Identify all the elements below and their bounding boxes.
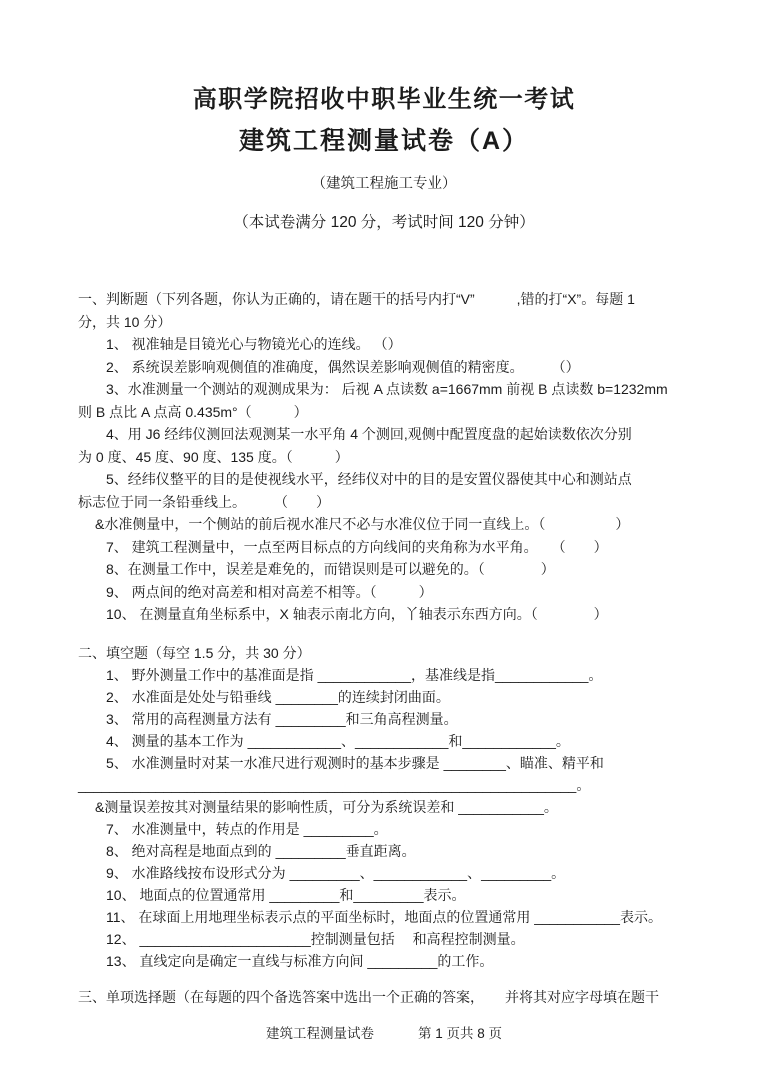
judgment-item-8: 8、在测量工作中，误差是难免的，而错误则是可以避免的。（ ） bbox=[106, 561, 555, 577]
judgment-section bbox=[78, 288, 690, 626]
fill-item-7: 7、 水准测量中，转点的作用是 _________。 bbox=[106, 820, 388, 837]
fill-item-5-line1: 5、 水准测量时对某一水准尺进行观测时的基本步骤是 ________、瞄准、精平和 bbox=[106, 754, 604, 771]
judgment-heading-line2: 分，共 10 分） bbox=[78, 313, 172, 330]
judgment-item-5-line1: 5、经纬仪整平的目的是使视线水平，经纬仪对中的目的是安置仪器使其中心和测站点 bbox=[106, 471, 632, 487]
fill-item-9: 9、 水准路线按布设形式分为 _________、____________、_________。 bbox=[106, 864, 566, 881]
judgment-item-6: &水准侧量中，一个侧站的前后视水准尺不必与水准仪位于同一直线上。（ ） bbox=[95, 516, 630, 532]
fill-item-8: 8、 绝对高程是地面点到的 _________垂直距离。 bbox=[106, 842, 416, 859]
choice-heading: 三、单项选择题（在每题的四个备选答案中选出一个正确的答案， 并将其对应字母填在题干 bbox=[78, 988, 659, 1005]
fill-item-6: &测量误差按其对测量结果的影响性质，可分为系统误差和 ___________。 bbox=[95, 798, 558, 815]
major-subtitle: （建筑工程施工专业） bbox=[311, 176, 457, 192]
judgment-item-9: 9、 两点间的绝对高差和相对高差不相等。（ ） bbox=[106, 583, 433, 600]
fill-in-blank-section bbox=[78, 642, 690, 972]
paper-title: 建筑工程测量试卷（A） bbox=[238, 127, 530, 155]
fill-item-3: 3、 常用的高程测量方法有 _________和三角高程测量。 bbox=[106, 710, 458, 727]
judgment-item-2: 2、 系统误差影响观侧值的准确度，偶然误差影响观侧值的精密度。 （） bbox=[106, 358, 580, 375]
fill-item-13: 13、 直线定向是确定一直线与标准方向间 _________的工作。 bbox=[106, 952, 494, 969]
fill-item-1: 1、 野外测量工作中的基准面是指 ____________，基准线是指____________。 bbox=[106, 666, 603, 683]
fill-item-11: 11、 在球面上用地理坐标表示点的平面坐标时，地面点的位置通常用 ___________表示。 bbox=[106, 908, 662, 925]
fill-heading: 二、填空题（每空 1.5 分，共 30 分） bbox=[78, 644, 311, 661]
fill-item-4: 4、 测量的基本工作为 ____________、____________和____________。 bbox=[106, 732, 570, 749]
fill-item-10: 10、 地面点的位置通常用 _________和_________表示。 bbox=[106, 886, 466, 903]
exam-title: 高职学院招收中职毕业生统一考试 bbox=[192, 86, 576, 113]
paper-header bbox=[78, 84, 690, 234]
judgment-item-4-line2: 为 0 度、45 度、90 度、135 度。（ ） bbox=[78, 448, 349, 465]
judgment-item-1: 1、 视准轴是目镜光心与物镜光心的连线。 （） bbox=[106, 336, 402, 352]
judgment-item-10: 10、 在测量直角坐标系中，X 轴表示南北方向，丫轴表示东西方向。（ ） bbox=[106, 606, 608, 622]
judgment-item-4-line1: 4、用 J6 经纬仪测回法观测某一水平角 4 个测回,观侧中配置度盘的起始读数依次分别 bbox=[106, 426, 632, 442]
judgment-item-5-line2: 标志位于同一条铅垂线上。 （ ） bbox=[78, 493, 330, 510]
footer-page-number: 第 1 页共 8 页 bbox=[417, 1026, 503, 1041]
fill-item-5-blank-line: ________________________________________________________________。 bbox=[78, 776, 591, 793]
judgment-item-3-line2: 则 B 点比 A 点高 0.435m°（ ） bbox=[78, 403, 308, 420]
fill-item-2: 2、 水准面是处处与铅垂线 ________的连续封闭曲面。 bbox=[106, 688, 450, 705]
judgment-item-3-line1: 3、水准测量一个测站的观测成果为： 后视 A 点读数 a=1667mm 前视 B 点读数 b=1232mm bbox=[106, 381, 668, 397]
judgment-heading-line1: 一、判断题（下列各题，你认为正确的，请在题干的括号内打“V” ,错的打“X”。每题 1 bbox=[78, 291, 635, 307]
multiple-choice-section bbox=[78, 986, 690, 1009]
footer-doc-title: 建筑工程测量试卷 bbox=[265, 1026, 374, 1041]
judgment-item-7: 7、 建筑工程测量中，一点至两目标点的方向线间的夹角称为水平角。 （ ） bbox=[106, 538, 608, 555]
page-footer bbox=[78, 1024, 690, 1044]
fill-item-12: 12、 ______________________控制测量包括 和高程控制测量。 bbox=[106, 930, 525, 947]
score-time-subtitle: （本试卷满分 120 分，考试时间 120 分钟） bbox=[233, 214, 535, 231]
